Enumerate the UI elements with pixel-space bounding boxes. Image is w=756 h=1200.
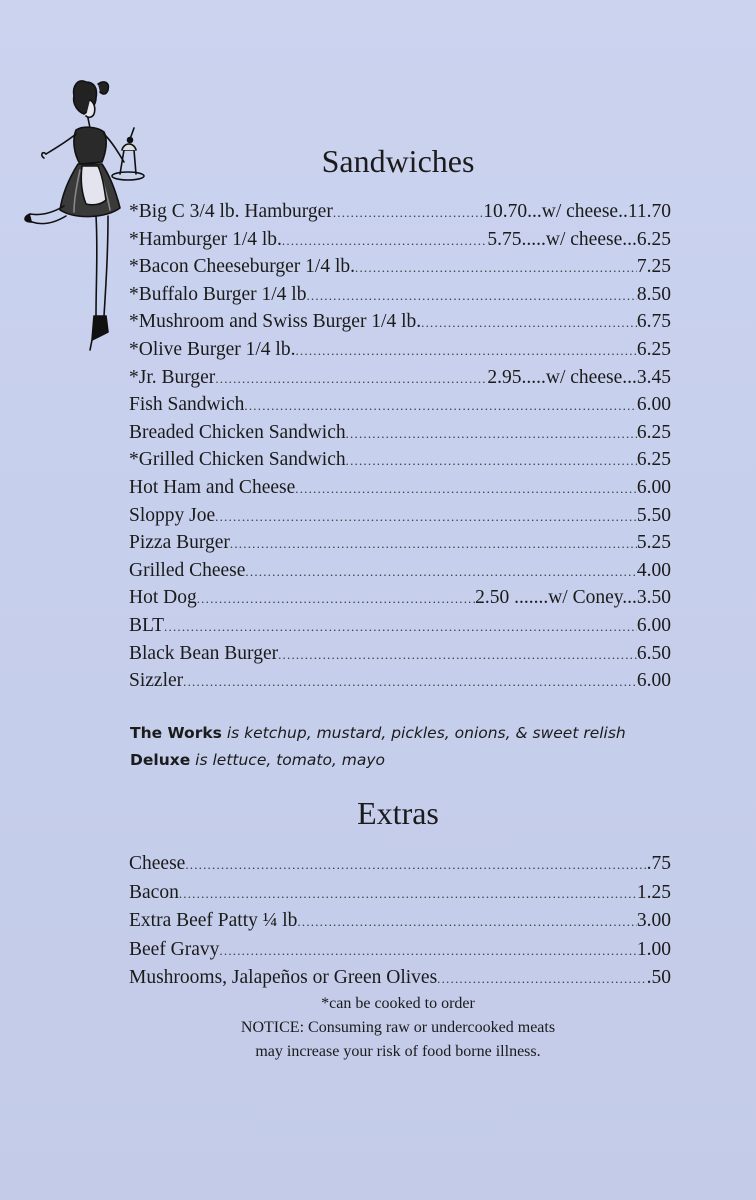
item-price: 3.00 — [636, 910, 671, 932]
item-price: 6.25 — [636, 421, 671, 443]
item-price: 5.25 — [636, 532, 671, 554]
dot-leader — [215, 365, 487, 392]
item-name: Hot Ham and Cheese — [129, 476, 296, 498]
dot-leader — [185, 851, 646, 879]
item-price: 3.50 — [636, 587, 671, 609]
extras-list — [129, 850, 671, 993]
dot-leader — [355, 254, 637, 281]
item-price: 5.50 — [636, 504, 671, 526]
notice-line-1: NOTICE: Consuming raw or undercooked meats — [240, 1019, 556, 1036]
item-base-price-option: 10.70...w/ cheese.. — [483, 201, 628, 222]
menu-item — [129, 936, 671, 965]
item-name: *Bacon Cheeseburger 1/4 lb. — [129, 256, 356, 278]
dot-leader — [197, 585, 475, 612]
item-name: Pizza Burger — [129, 532, 230, 554]
dot-leader — [346, 420, 637, 447]
works-label: The Works — [130, 724, 222, 742]
dot-leader — [245, 558, 636, 585]
notice-line-2: may increase your risk of food borne illness. — [255, 1043, 541, 1060]
item-price: 6.75 — [636, 311, 671, 333]
item-name: *Olive Burger 1/4 lb. — [129, 338, 296, 360]
menu-item — [129, 964, 671, 993]
item-name: Black Bean Burger — [129, 642, 279, 664]
item-price: 4.00 — [636, 559, 671, 581]
item-name: *Mushroom and Swiss Burger 1/4 lb. — [129, 311, 422, 333]
item-price: 6.00 — [636, 394, 671, 416]
item-price: 11.70 — [627, 201, 671, 222]
dot-leader — [278, 641, 637, 668]
dot-leader — [164, 613, 637, 640]
dot-leader — [230, 530, 637, 557]
sandwiches-heading: Sandwiches — [321, 143, 475, 179]
menu-item — [129, 419, 671, 447]
dot-leader — [297, 908, 636, 936]
menu-item — [129, 198, 671, 226]
item-name: Beef Gravy — [129, 938, 220, 960]
deluxe-description: is lettuce, tomato, mayo — [190, 751, 386, 769]
item-price: 6.50 — [636, 642, 671, 664]
menu-item — [129, 446, 671, 474]
item-base-price-option: 2.95.....w/ cheese... — [487, 366, 637, 388]
item-price: 3.45 — [636, 366, 671, 388]
menu-item — [129, 850, 671, 879]
menu-item — [129, 474, 671, 502]
menu-item — [129, 364, 671, 392]
item-name: Sizzler — [129, 670, 184, 692]
item-price: 6.25 — [636, 228, 671, 250]
item-name: Bacon — [129, 881, 179, 903]
deluxe-note — [130, 747, 690, 774]
menu-item — [129, 612, 671, 640]
item-price: .50 — [646, 967, 671, 989]
item-price: 8.50 — [636, 283, 671, 305]
dot-leader — [437, 965, 646, 993]
item-base-price-option: 2.50 .......w/ Coney... — [475, 587, 637, 609]
menu-item — [129, 640, 671, 668]
dot-leader — [244, 392, 636, 419]
item-name: Extra Beef Patty ¼ lb — [129, 910, 298, 932]
item-price: 6.00 — [636, 670, 671, 692]
dot-leader — [346, 447, 637, 474]
menu-item — [129, 336, 671, 364]
item-price: 1.25 — [636, 881, 671, 903]
menu-item — [129, 907, 671, 936]
menu-item — [129, 557, 671, 585]
item-name: Fish Sandwich — [129, 394, 245, 416]
menu-item — [129, 879, 671, 908]
menu-item — [129, 502, 671, 530]
dot-leader — [295, 475, 637, 502]
menu-item — [129, 529, 671, 557]
deluxe-label: Deluxe — [130, 751, 191, 769]
dot-leader — [282, 227, 488, 254]
dot-leader — [179, 880, 637, 908]
notes-block — [130, 720, 690, 774]
cook-to-order-note: *can be cooked to order — [321, 995, 475, 1012]
menu-item — [129, 667, 671, 695]
dot-leader — [215, 503, 637, 530]
menu-item — [129, 584, 671, 612]
extras-heading: Extras — [357, 795, 439, 831]
dot-leader — [421, 309, 637, 336]
item-name: *Buffalo Burger 1/4 lb — [129, 283, 307, 305]
item-name: Sloppy Joe — [129, 504, 216, 526]
dot-leader — [183, 668, 637, 695]
sandwich-list — [129, 198, 671, 695]
item-price: 6.25 — [636, 449, 671, 471]
item-price: 6.00 — [636, 614, 671, 636]
item-name: Mushrooms, Jalapeños or Green Olives — [129, 967, 438, 989]
item-price: .75 — [646, 853, 671, 874]
dot-leader — [219, 937, 636, 965]
item-base-price-option: 5.75.....w/ cheese... — [487, 228, 637, 250]
dot-leader — [306, 282, 636, 309]
menu-item — [129, 308, 671, 336]
item-price: 6.25 — [636, 338, 671, 360]
item-price: 7.25 — [636, 256, 671, 278]
works-description: is ketchup, mustard, pickles, onions, & sweet relish — [221, 724, 626, 742]
item-name: *Big C 3/4 lb. Hamburger — [129, 201, 333, 222]
menu-item — [129, 253, 671, 281]
menu-item — [129, 391, 671, 419]
item-price: 1.00 — [636, 938, 671, 960]
dot-leader — [333, 199, 483, 226]
item-name: Cheese — [129, 853, 186, 874]
item-name: *Hamburger 1/4 lb. — [129, 228, 282, 250]
item-name: BLT — [129, 614, 165, 636]
works-note — [130, 720, 690, 747]
item-name: Breaded Chicken Sandwich — [129, 421, 346, 443]
dot-leader — [295, 337, 636, 364]
item-name: Grilled Cheese — [129, 559, 246, 581]
item-name: Hot Dog — [129, 587, 197, 609]
menu-item — [129, 226, 671, 254]
item-price: 6.00 — [636, 476, 671, 498]
menu-item — [129, 281, 671, 309]
item-name: *Grilled Chicken Sandwich — [129, 449, 346, 471]
item-name: *Jr. Burger — [129, 366, 216, 388]
